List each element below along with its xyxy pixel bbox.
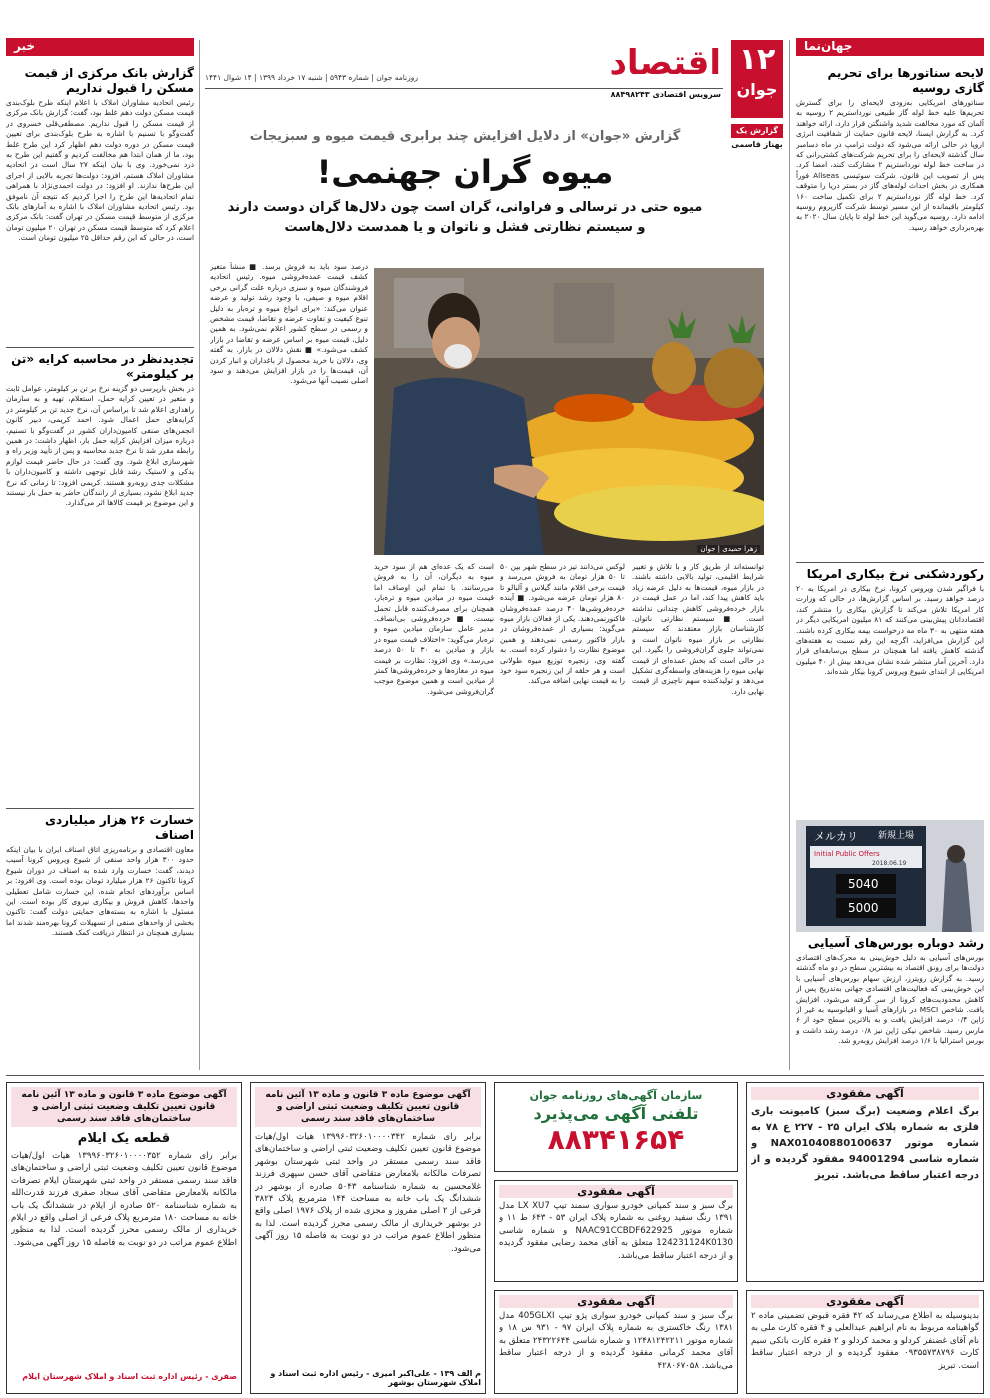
ad-title: آگهی موضوع ماده ۳ قانون و ماده ۱۳ آئین نامه قانون تعیین تکلیف وضعیت ثبتی اراضی و ساختمان‌های فاقد سند رسمی [255,1087,481,1127]
news-body: با فراگیر شدن ویروس کرونا، نرخ بیکاری در امریکا به ۲۰ درصد خواهد رسید. بر اساس گزارش‌ها، در حالی که وزارت کار امریکا تلاش می‌کند تا گزارش بیکاری را منتشر کند، اقتصاددانان پیش‌بینی می‌کنند که ۸۱ میلیون امریکایی دیگر در هفته منتهی به ۳۰ ماه مه درخواست بیمه بیکاری کرده باشند. این گزارش می‌افزاید، اگرچه این رقم نسبت به هفته‌های گذشته کاهش یافته اما همچنان در سطح بی‌سابقه‌ای قرار دارد. آخرین آمار منتشر شده نشان می‌دهد بیش از ۴۰ میلیون امریکایی از ابتدای شیوع ویروس کرونا بیکار شده‌اند. [796,584,984,677]
ad-body: برابر رای شماره ۱۳۹۹۶۰۳۲۶۰۱۰۰۰۰۳۵۲ هیات اول/هیات موضوع قانون تعیین تکلیف وضعیت ثبتی اراضی و ساختمان‌های فاقد سند رسمی مستقر در واحد ثبتی شهرستان ایلام تصرفات مالکانه بلامعارض متقاضی آقای سجاد صفری فرزند قدرت‌الله به شماره شناسنامه ۵۲۰ صادره از ایلام در ششدانگ یک باب خانه به مساحت ۱۸۰ مترمربع پلاک فرعی از اصلی واقع در ایلام خریداری از مالک رسمی محرز گردیده است. لذا به منظور اطلاع عموم مراتب در دو نوبت به فاصله ۱۵ روز آگهی می‌شود. [11,1151,237,1248]
ad-body: برگ سبز و سند کمپانی خودرو سواری پژو تیپ 405GLXI مدل ۱۳۸۱ رنگ خاکستری به شماره پلاک ایران ۹۷ - ۹۳۱ س ۱۸ و شماره موتور ۱۲۴۸۱۲۴۲۲۱۱ و شماره شاسی ۲۴۳۲۲۶۴۴ متعلق به آقای محمد کرمانی مفقود گردیده و از درجه اعتبار ساقط می‌باشد. ۴۲۸۰۶۷۰۵۸ [499,1311,733,1371]
ad-title: آگهی مفقودی [751,1295,979,1308]
ad-body: برگ اعلام وضعیت (برگ سبز) کامیونت باری فلزی به شماره پلاک ایران ۲۵ - ۲۲۷ ع ۷۸ به شماره موتور NAX01040880100637 و شماره شاسی 94001294 مفقود گردیده و از درجه اعتبار ساقط می‌باشد. تبریز [751,1106,979,1181]
page-number-box [731,40,783,118]
masthead-rule [205,88,723,89]
news-body: معاون اقتصادی و برنامه‌ریزی اتاق اصناف ایران با بیان اینکه حدود ۳۰۰ هزار واحد صنفی از شیوع ویروس کرونا آسیب دیدند، گفت: خسارت وارد شده به اصناف در دوران شیوع کرونا تاکنون ۲۶ هزار میلیارد تومان بوده است. وی افزود: بر اساس برآوردهای انجام شده، این خسارت شامل تعطیلی واحدها، کاهش فروش و بیکاری نیروی کار بوده است. این مسئول با اشاره به بسته‌های حمایتی دولت گفت: تاکنون بخشی از واحدهای صنفی از تسهیلات کرونا بهره‌مند شدند اما بسیاری همچنان در انتظار دریافت کمک هستند. [6,845,194,938]
legal-notice-bushehr [250,1082,486,1394]
legal-notice-ilam [6,1082,242,1394]
subhead: و سیستم نظارتی فشل و ناتوان و یا همدست دلال‌هاست [284,220,646,235]
news-title: رکوردشکنی نرخ بیکاری امریکا [806,567,984,581]
service-line: سرویس اقتصادی ۸۸۴۹۸۲۴۳ [610,90,721,99]
news-title: تجدیدنظر در محاسبه کرایه «تن بر کیلومتر» [11,352,194,381]
column-separator [789,40,790,1070]
sign-text: Initial Public Offers [814,850,880,858]
news-title: رشد دوباره بورس‌های آسیایی [807,936,984,950]
news-item [796,66,984,558]
ad-subtitle: قطعه یک ایلام [77,1131,171,1146]
column-separator [199,40,200,1070]
page-number: ۱۲ [738,42,776,77]
ad-slogan: تلفنی آگهی می‌پذیرد [533,1104,699,1123]
ad-title: آگهی مفقودی [751,1087,979,1100]
main-article-col-4: توانسته‌اند از طریق کار و با تلاش و تغییر شرایط اقلیمی، تولید بالایی داشته باشند. در بازار میوه، قیمت‌ها به دلیل عرضه زیاد باید کاهش پیدا کند، اما در عمل قیمت در بازار خرده‌فروشی کاهش چندانی نداشته است. ■ سیستم نظارتی ناتوان. کارشناسان بازار معتقدند که سیستم نظارتی بر بازار میوه ناتوان است و نمی‌تواند جلوی گران‌فروشی را بگیرد. این در حالی است که بخش عمده‌ای از قیمت نهایی میوه را هزینه‌های واسطه‌گری تشکیل می‌دهد و تولیدکننده سهم ناچیزی از قیمت نهایی دارد. [632,562,764,696]
price-readout: 5000 [848,901,879,915]
report-tag [731,124,783,138]
brand-logo: جوان [736,80,778,99]
news-title: لایحه سناتورها برای تحریم گازی روسیه [827,66,984,95]
price-readout: 5040 [848,877,879,891]
main-headline-block [205,128,725,248]
ad-footer: صفری - رئیس اداره ثبت اسناد و املاک شهرستان ایلام [22,1372,237,1381]
headline: میوه گران جهنمی! [316,153,614,191]
divider [796,562,984,563]
news-title: گزارش بانک مرکزی از قیمت مسکن را قبول نداریم [24,66,194,95]
subhead: میوه حتی در ترسالی و فراوانی، گران است چون دلال‌ها گران دوست دارند [227,200,703,215]
news-body: در بخش بارپرسی دو گزینه نرخ بر تن بر کیلومتر، عوامل ثابت و متغیر در تعیین کرایه حمل، استعلام، تهیه و به سازمان راهداری اعلام شد تا براساس آن، نرخ جدید تن بر کیلومتر در کرایه‌های حمل اعمال شود. احمد کریمی، دبیر کانون انجمن‌های صنفی کامیون‌داران کشور در گفت‌وگو با تسنیم، درباره میزان افزایش کرایه حمل بار، اظهار داشت: در همین رابطه مقرر شد تا نرخ جدید محاسبه و پس از تأیید وزیر راه و شهرسازی ابلاغ شود. وی گفت: در حال حاضر قیمت لوازم یدکی و لاستیک رشد قابل توجهی داشته و کامیون‌داران با مشکلات جدی روبه‌رو هستند. کریمی افزود: تا زمانی که نرخ جدید ابلاغ نشود، بسیاری از رانندگان حاضر به حمل بار نیستند و این موضوع بر قیمت کالاها اثر می‌گذارد. [6,384,194,508]
news-body: بورس‌های آسیایی به دلیل خوش‌بینی به محرک‌های اقتصادی دولت‌ها برای رونق اقتصاد به بیشترین سطح در دو ماه گذشته رسید. به گزارش رویترز، ارزش سهام بورس‌های آسیایی با این خوش‌بینی که فعالیت‌های اقتصادی جهانی به‌تدریج پس از کاهش محدودیت‌های کرونا از سر گرفته می‌شود، افزایش یافت. شاخص MSCI در بازارهای آسیا و اقیانوسیه به غیر از ژاپن ۰/۴ درصد افزایش یافت و به بالاترین سطح خود از ۶ مارس رسید. شاخص نیکی ژاپن نیز ۰/۸ درصد رشد داشت و بورس استرالیا با ۱/۶ درصد افزایش روبه‌رو شد. [796,953,984,1046]
ad-title: آگهی مفقودی [499,1185,733,1198]
main-article-col-3: لوکس می‌دانند تیز در سطح شهر بین ۵۰ تا ۵۰ هزار تومان به فروش می‌رسد و قیمت برخی اقلام مانند گیلاس و آلبالو تا ۸۰ هزار تومان عرضه می‌شود. ■ آینده خرده‌فروشی‌ها ۴۰ درصد عمده‌فروشان فاکتورنمی‌دهند. یکی از فعالان بازار میوه می‌گوید: بسیاری از عمده‌فروشان در بازار فاکتور رسمی نمی‌دهند و همین موضوع نظارت را دشوار کرده است. به گفته وی، زنجیره توزیع میوه طولانی است و هر حلقه از این زنجیره سود خود را به قیمت نهایی اضافه می‌کند. [500,562,625,686]
right-column-header-label: جهان‌نما [804,39,853,53]
divider [6,808,194,809]
fruit-market-image [374,268,764,555]
main-article-col-1: درصد سود باید به فروش برسد. ■ منشأ متغیر کشف قیمت عمده‌فروشی میوه. رئیس اتحادیه فروشندگان میوه و سبزی درباره علت گرانی برخی اقلام میوه و صیفی، با وجود رشد تولید و عرضه عنوان می‌کند: «برای انواع میوه و تره‌بار به دلیل تنوع کیفیت و تفاوت عرضه و تقاضا، قیمت مشخص و رسمی در سطح کشور اعلام نمی‌شود. به همین دلیل، قیمت میوه بر اساس عرضه و تقاضا در بازار کشف می‌شود.» ■ نقش دلالان در بازار. به گفته وی، دلالان با خرید محصول از باغداران و انبار کردن آن، قیمت‌ها را در بازار افزایش می‌دهند و سود اصلی نصیب آنها می‌شود. [210,262,368,386]
masthead [205,40,783,149]
ad-footer: م الف ۱۳۹ - علی‌اکبر امیری - رئیس اداره ثبت اسناد و املاک شهرستان بوشهر [270,1369,481,1387]
sign-date: 2018.06.19 [872,860,907,867]
ad-title: آگهی مفقودی [499,1295,733,1308]
ad-title: آگهی موضوع ماده ۳ قانون و ماده ۱۳ آئین نامه قانون تعیین تکلیف وضعیت ثبتی اراضی و ساختمان‌های فاقد سند رسمی [11,1087,237,1127]
news-body: رئیس اتحادیه مشاوران املاک با اعلام اینکه طرح بلوک‌بندی قیمت مسکن دولت دهم غلط بود، گفت: گزارش بانک مرکزی از قیمت مسکن را قبول نداریم. مصطفی‌قلی خسروی در گفت‌وگو با تسنیم با اشاره به طرح بلوک‌بندی برای تعیین قیمت مسکن در دوره دولت دهم اظهار کرد این طرح غلط بود، ما از همان ابتدا هم مخالفت کردیم و گفتیم این طرح به درد نمی‌خورد. وی با بیان اینکه ۲۷ سال است در اتحادیه مشاوران املاک هستم، افزود: دولت‌ها تجربه بالایی از اجرای این طرح‌ها ندارند. او افزود: در دولت احمدی‌نژاد با همراهی تمام اتحادیه‌ها این طرح را اجرا کردیم که نتیجه آن ناموفق بود. رئیس اتحادیه مشاوران املاک با اشاره به آمارهای بانک مرکزی از متوسط قیمت مسکن در تهران گفت: بانک مرکزی اعلام کرد که متوسط قیمت مسکن در تهران ۲۰ میلیون تومان است، در حالی که این رقم حداقل ۲۵ میلیون تومان است. [6,98,194,243]
section-title: اقتصاد [609,43,721,83]
stock-photo [796,820,984,932]
lost-notice [494,1180,738,1282]
left-column [6,38,194,1068]
ad-body: بدینوسیله به اطلاع می‌رساند که ۴۲ فقره قبوض تضمینی ماده ۲ گواهینامه مربوط به نام ابراهیم عبدالعلی و ۴ فقره کارت ملی به نام آقای غضنفر کردلو و محمد کردلو و ۲ فقره کارت بانکی سیم کارت ۰۹۳۵۵۷۳۸۷۹۶ مفقود گردیده و از درجه اعتبار ساقط است. تبریز [751,1311,979,1371]
ad-service-banner [494,1082,738,1172]
news-item [796,567,984,814]
right-column-header [796,38,984,56]
sign-text: メルカリ [814,830,858,843]
main-article-col-2: است که یک عده‌ای هم از سود خرید میوه به دیگران، آن را به فروش می‌رسانند. با تمام این اوصاف اما قیمت میوه در میادین میوه و تره‌بار، همچنان برای مصرف‌کننده قابل تحمل نیست. ■ خرده‌فروشی بی‌انصاف. مدیر عامل سازمان میادین میوه و تره‌بار می‌گوید: «اختلاف قیمت میوه در بازار و میادین به ۳۰ تا ۵۰ درصد می‌رسد.» وی افزود: نظارت بر قیمت میوه در مغازه‌ها و خرده‌فروشی‌ها کمتر از میادین است و همین موضوع موجب گران‌فروشی می‌شود. [374,562,494,696]
news-item [6,66,194,343]
photo-credit: زهرا حمیدی | جوان [697,545,760,553]
ad-org: سازمان آگهی‌های روزنامه جوان [529,1089,703,1102]
report-tag-label: گزارش یک [736,126,778,135]
left-column-header [6,38,194,56]
left-column-header-label: خبر [14,39,36,53]
ad-body: برگ سبز و سند کمپانی خودرو سواری سمند تیپ LX XU7 مدل ۱۳۹۱ رنگ سفید روغنی به شماره پلاک ایران ۵۳ - ۶۴۳ ط ۱۱ و شماره موتور NAAC91CCBDF622925 و شماره شاسی 124231124K0130 متعلق به آقای محمد رضایی مفقود گردیده و از درجه اعتبار ساقط می‌باشد. [499,1201,733,1261]
sign-text: 新規上場 [878,831,915,841]
news-body: سناتورهای امریکایی به‌زودی لایحه‌ای را برای گسترش تحریم‌ها علیه خط لوله گاز طبیعی نورداستریم ۲ روسیه به آلمان که مورد مخالفت شدید واشنگتن قرار دارد، ارائه خواهند کرد. به گزارش ایسنا، لایحه قانون حمایت از شفافیت انرژی اروپا در حالی ارائه می‌شود که دولت ترامپ در ماه دسامبر سال گذشته لایحه‌ای را برای تحریم شرکت‌های کشتی‌رانی که در ساخت خط لوله نورداستریم ۲ مشارکت کنند، امضا کرد. پس از تصویب این قانون، شرکت سوئیسی Allseas فوراً همکاری در بخش احداث لوله‌های گاز در بستر دریا را متوقف کرد. خط لوله گاز نورداستریم ۲ برای تکمیل ساخت ۱۶۰ کیلومتر باقیمانده از این مسیر توسط شرکت گازپروم روسیه ادامه دارد. روسیه می‌گوید این خط لوله تا پایان سال ۲۰۲۰ به بهره‌برداری خواهد رسید. [796,98,984,232]
news-item [6,352,194,804]
issue-line: روزنامه جوان | شماره ۵۹۴۳ | شنبه ۱۷ خرداد ۱۳۹۹ | ۱۴ شوال ۱۴۴۱ [205,73,418,82]
divider [6,347,194,348]
ad-phone: ۸۸۳۴۱۶۵۴ [547,1123,685,1156]
ads-separator [6,1075,984,1076]
main-photo [374,268,764,555]
kicker: گزارش «جوان» از دلایل افزایش چند برابری قیمت میوه و سبزیجات [249,129,681,144]
right-column [796,38,984,1068]
lost-notice [746,1082,984,1282]
lost-notice [746,1290,984,1394]
news-title: خسارت ۲۶ هزار میلیاردی اصناف [44,813,194,842]
ad-body: برابر رای شماره ۱۳۹۹۶۰۳۲۶۰۱۰۰۰۰۳۴۲ هیات اول/هیات موضوع قانون تعیین تکلیف وضعیت ثبتی اراضی و ساختمان‌های فاقد سند رسمی مستقر در واحد ثبتی شهرستان بوشهر تصرفات مالکانه بلامعارض متقاضی آقای حسن سپهری فرزند غلامحسین به شماره شناسنامه ۵۰۴۳ صادره از بوشهر در ششدانگ یک باب خانه به مساحت ۱۴۴ مترمربع پلاک ۳۸۲۴ فرعی از ۲ اصلی مفروز و مجزی شده از پلاک ۱۹۷۶ اصلی واقع در بوشهر خریداری از مالک رسمی محرز گردیده است. لذا به منظور اطلاع عموم مراتب در دو نوبت به فاصله ۱۵ روز آگهی می‌شود. [255,1132,481,1254]
lost-notice [494,1290,738,1394]
author-name: بهناز قاسمی [731,140,783,149]
